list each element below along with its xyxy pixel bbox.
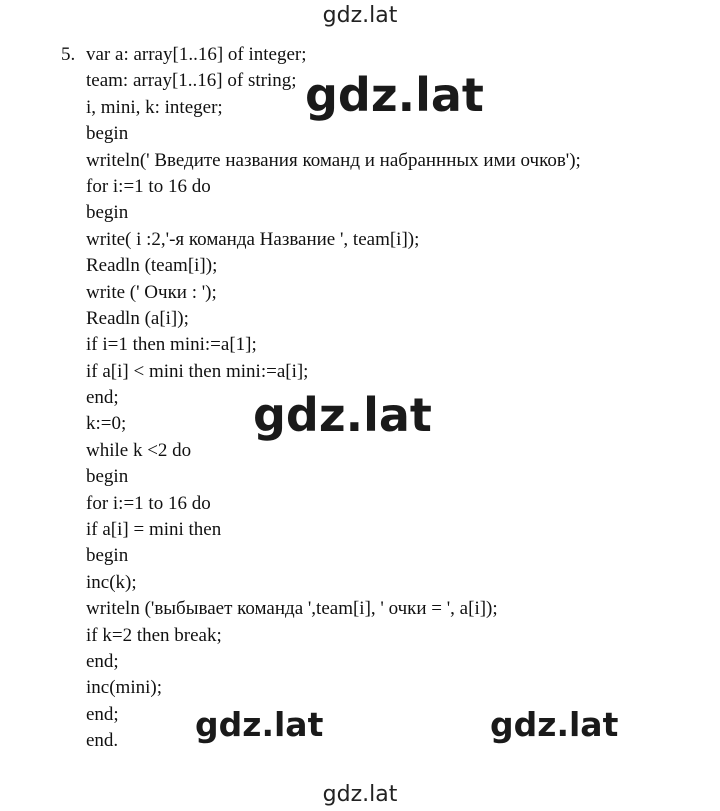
code-line: Readln (team[i]); bbox=[86, 255, 218, 277]
code-line: i, mini, k: integer; bbox=[86, 96, 223, 118]
code-line: begin bbox=[86, 466, 129, 488]
code-line: while k <2 do bbox=[86, 439, 192, 461]
code-line: begin bbox=[86, 202, 129, 224]
code-line: if a[i] = mini then bbox=[86, 519, 222, 541]
watermark-overlay: gdz.lat bbox=[490, 705, 619, 744]
watermark-overlay: gdz.lat bbox=[253, 388, 432, 442]
watermark-top: gdz.lat bbox=[322, 3, 398, 28]
code-line: if a[i] < mini then mini:=a[i]; bbox=[86, 360, 309, 382]
code-line: end. bbox=[86, 730, 119, 752]
code-line: var a: array[1..16] of integer; bbox=[86, 44, 307, 65]
code-line: end; bbox=[86, 387, 119, 409]
watermark-overlay: gdz.lat bbox=[195, 705, 324, 744]
code-line: end; bbox=[86, 703, 119, 725]
code-line: k:=0; bbox=[86, 413, 127, 435]
code-line: Readln (a[i]); bbox=[86, 307, 189, 329]
code-line: begin bbox=[86, 545, 129, 567]
code-line: end; bbox=[86, 650, 119, 672]
code-line: team: array[1..16] of string; bbox=[86, 70, 297, 92]
code-line: begin bbox=[86, 123, 129, 145]
code-line: writeln ('выбывает команда ',team[i], ' очки = ', a[i]); bbox=[86, 598, 498, 620]
code-line: for i:=1 to 16 do bbox=[86, 492, 211, 514]
code-line: inc(mini); bbox=[86, 677, 162, 699]
code-line: for i:=1 to 16 do bbox=[86, 175, 211, 197]
code-line: if k=2 then break; bbox=[86, 624, 222, 646]
code-line: inc(k); bbox=[86, 571, 137, 593]
code-line: write (' Очки : '); bbox=[86, 281, 217, 303]
code-line: writeln(' Введите названия команд и набраннных ими очков'); bbox=[86, 149, 581, 171]
code-line: if i=1 then mini:=a[1]; bbox=[86, 334, 257, 356]
code-line: write( i :2,'-я команда Название ', team[i]); bbox=[86, 228, 420, 250]
watermark-bottom: gdz.lat bbox=[322, 782, 398, 807]
task-number: 5. bbox=[61, 44, 76, 65]
watermark-overlay: gdz.lat bbox=[305, 68, 484, 122]
